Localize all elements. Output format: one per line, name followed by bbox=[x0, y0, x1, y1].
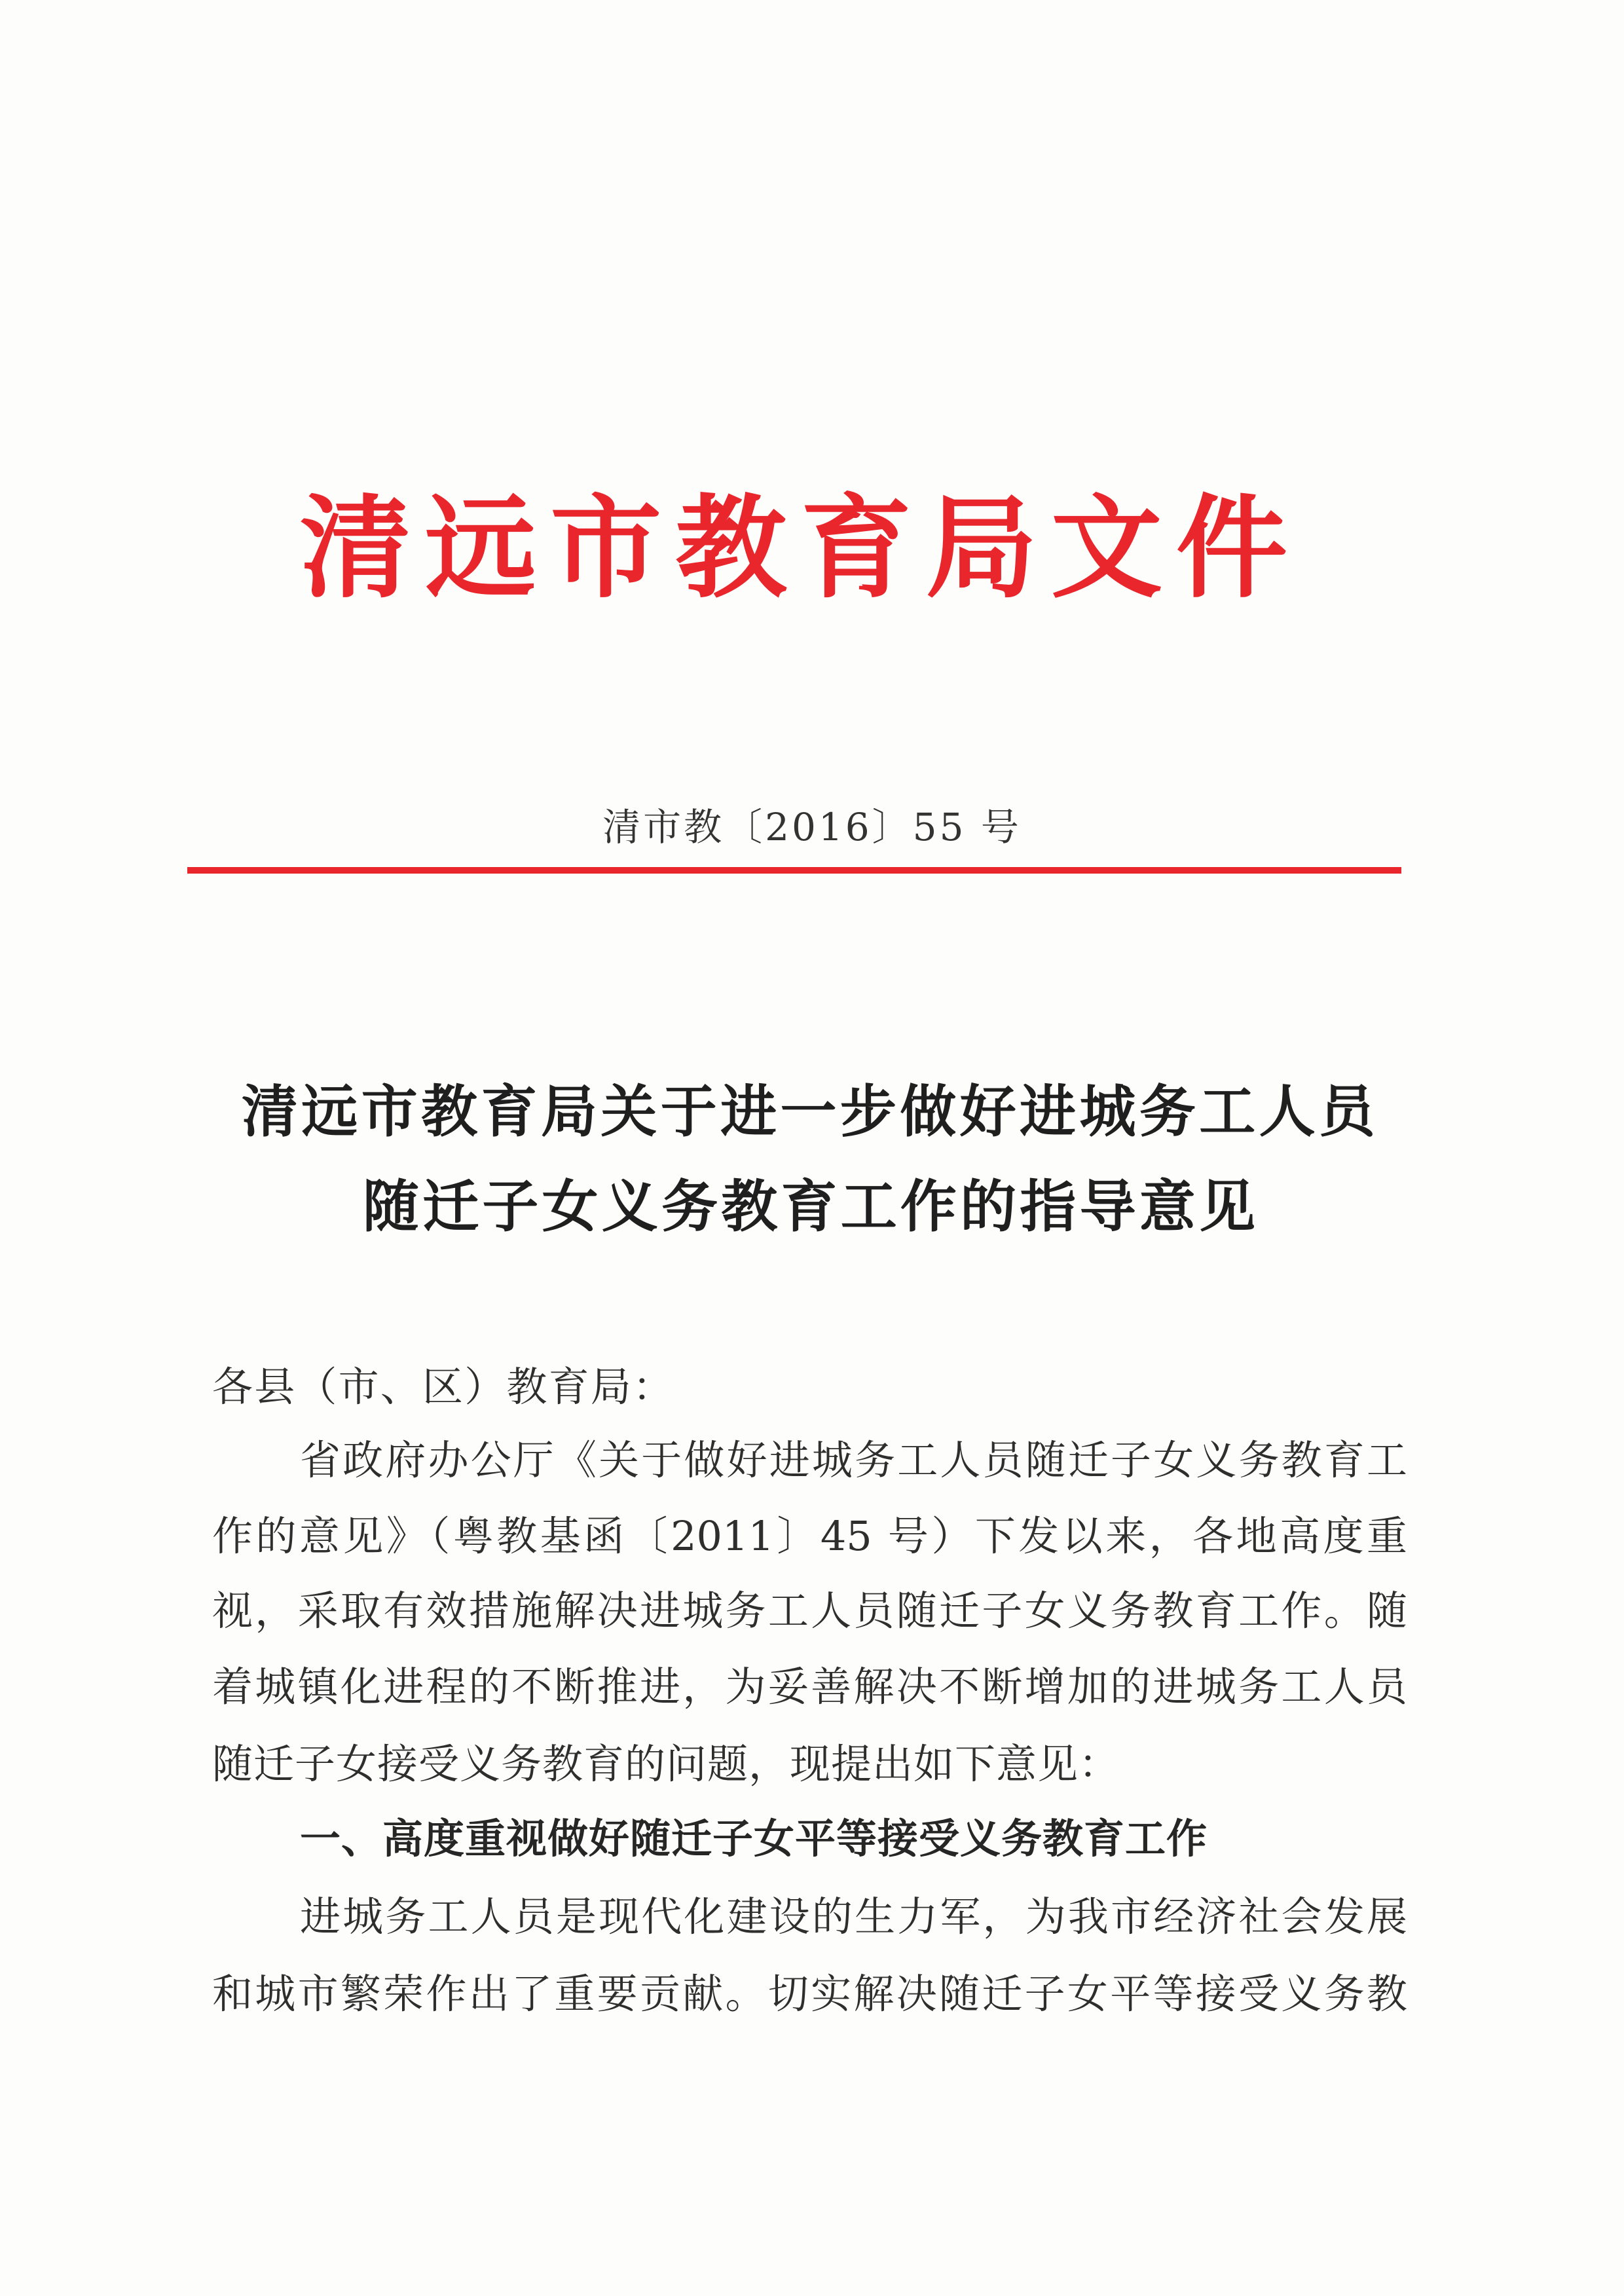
section-1-line-2: 和城市繁荣作出了重要贡献。切实解决随迁子女平等接受义务教 bbox=[212, 1970, 1407, 2018]
paragraph-1-line-1: 省政府办公厅《关于做好进城务工人员随迁子女义务教育工 bbox=[300, 1436, 1407, 1484]
section-1-heading: 一、高度重视做好随迁子女平等接受义务教育工作 bbox=[300, 1815, 1208, 1862]
masthead-red-rule bbox=[187, 867, 1401, 874]
paragraph-1-line-5: 随迁子女接受义务教育的问题，现提出如下意见： bbox=[212, 1740, 1120, 1788]
document-title-line-1: 清远市教育局关于进一步做好进城务工人员 bbox=[242, 1079, 1375, 1145]
paragraph-1-line-4: 着城镇化进程的不断推进，为妥善解决不断增加的进城务工人员 bbox=[212, 1663, 1407, 1711]
masthead-title: 清远市教育局文件 bbox=[300, 486, 1287, 610]
document-number: 清市教〔2016〕55 号 bbox=[602, 805, 1022, 849]
paragraph-1-line-3: 视，采取有效措施解决进城务工人员随迁子女义务教育工作。随 bbox=[212, 1587, 1407, 1635]
paragraph-1-line-2: 作的意见》（粤教基函〔2011〕45 号）下发以来，各地高度重 bbox=[212, 1512, 1407, 1560]
document-title-line-2: 随迁子女义务教育工作的指导意见 bbox=[363, 1174, 1255, 1240]
section-1-line-1: 进城务工人员是现代化建设的生力军，为我市经济社会发展 bbox=[300, 1893, 1407, 1940]
salutation: 各县（市、区）教育局： bbox=[212, 1363, 673, 1411]
